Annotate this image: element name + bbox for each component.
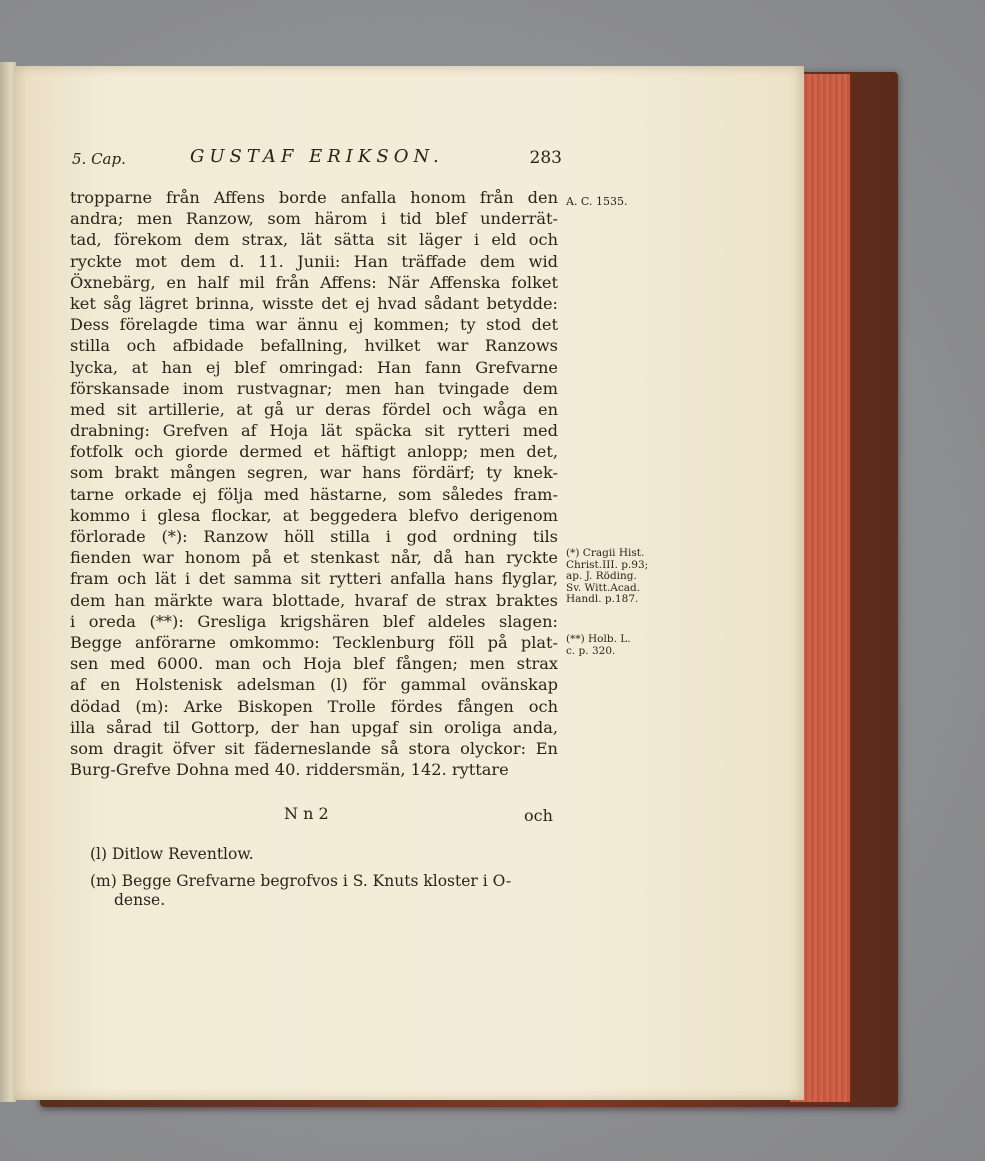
text-line: tad, förekom dem strax, lät sätta sit läger i eld och: [70, 230, 558, 250]
text-line: illa sårad til Gottorp, der han upgaf sin oroliga anda,: [70, 717, 558, 737]
margin-ref-line: (*) Cragii Hist.: [566, 547, 645, 559]
margin-ref-line: (**) Holb. L.: [566, 633, 631, 645]
running-header: [72, 146, 562, 176]
margin-ref-line: Handl. p.187.: [566, 593, 639, 605]
text-line: fram och lät i det samma sit rytteri anfalla hans flyglar,: [70, 569, 558, 589]
text-line: tropparne från Affens borde anfalla honom från den: [70, 188, 558, 207]
text-line: fienden war honom på et stenkast når, då han ryckte: [70, 548, 558, 568]
text-line: fotfolk och giorde dermed et häftigt anlopp; men det,: [70, 442, 558, 462]
text-line: dödad (m): Arke Biskopen Trolle fördes fången och: [70, 696, 558, 716]
text-line: stilla och afbidade befallning, hvilket war Ranzows: [70, 336, 558, 356]
text-line: tarne orkade ej följa med hästarne, som således fram-: [70, 484, 558, 504]
margin-ref-line: Christ.III. p.93;: [566, 558, 649, 571]
text-line: ket såg lägret brinna, wisste det ej hvad sådant betydde:: [70, 293, 558, 313]
running-title: GUSTAF ERIKSON.: [190, 146, 444, 167]
text-line: Burg-Grefve Dohna med 40. riddersmän, 142. ryttare: [70, 760, 509, 780]
text-line: Dess förelagde tima war ännu ej kommen; ty stod det: [70, 315, 558, 335]
margin-ref-line: c. p. 320.: [566, 644, 616, 657]
signature-mark: N n 2: [284, 804, 329, 823]
text-line: förskansade inom rustvagnar; men han tvingade dem: [70, 378, 558, 398]
margin-ref-line: ap. J. Röding.: [566, 570, 637, 582]
text-line: som dragit öfver sit fäderneslande så stora olyckor: En: [70, 738, 558, 758]
margin-year: A. C. 1535.: [566, 195, 628, 208]
body-text: [70, 187, 558, 780]
page-number: 283: [529, 148, 562, 168]
text-line: Öxnebärg, en half mil från Affens: När Affenska folket: [70, 272, 558, 292]
text-line: förlorade (*): Ranzow höll stilla i god ordning tils: [70, 527, 558, 546]
margin-ref-line: Sv. Witt.Acad.: [566, 581, 641, 594]
margin-reference-2: [566, 634, 666, 657]
footnote-m-line2: dense.: [114, 891, 166, 909]
text-line: ryckte mot dem d. 11. Junii: Han träffade dem wid: [70, 251, 558, 271]
footnote-m: [90, 872, 560, 910]
text-line: kommo i glesa flockar, at beggedera blefvo derigenom: [70, 505, 558, 525]
footnote-l: (l) Ditlow Reventlow.: [90, 845, 254, 863]
text-line: som brakt mången segren, war hans fördärf; ty knek-: [70, 463, 558, 483]
footnote-m-line1: (m) Begge Grefvarne begrofvos i S. Knuts kloster i O-: [90, 872, 512, 890]
margin-reference-1: [566, 548, 666, 606]
text-line: dem han märkte wara blottade, hvaraf de strax braktes: [70, 590, 558, 610]
text-line: med sit artillerie, at gå ur deras fördel och wåga en: [70, 399, 558, 419]
text-line: sen med 6000. man och Hoja blef fången; men strax: [70, 654, 558, 674]
text-line: drabning: Grefven af Hoja lät späcka sit rytteri med: [70, 421, 558, 441]
chapter-label: 5. Cap.: [72, 150, 126, 168]
text-line: i oreda (**): Gresliga krigshären blef aldeles slagen:: [70, 611, 558, 631]
text-line: Begge anförarne omkommo: Tecklenburg föll på plat-: [70, 632, 558, 652]
text-line: andra; men Ranzow, som härom i tid blef underrät-: [70, 209, 558, 229]
catchword: och: [524, 806, 553, 825]
text-line: af en Holstenisk adelsman (l) för gammal ovänskap: [70, 675, 558, 695]
text-line: lycka, at han ej blef omringad: Han fann Grefvarne: [70, 357, 558, 377]
